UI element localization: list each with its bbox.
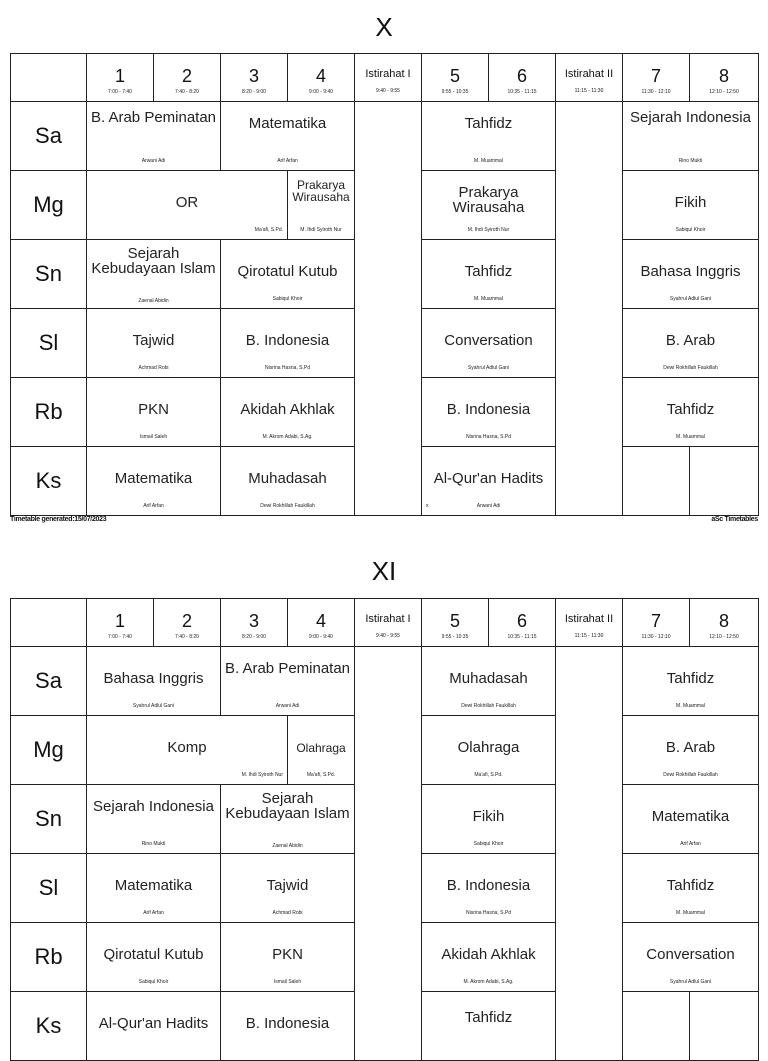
day-label: Ks bbox=[11, 992, 87, 1061]
lesson-cell[interactable]: B. Arab Dewi Rokhillah Faukillah bbox=[623, 309, 759, 378]
header-row bbox=[11, 599, 759, 647]
period-header: 8 12:10 - 12:50 bbox=[690, 54, 759, 102]
lesson-cell[interactable]: Komp M. Ihdi Syiroth Nur bbox=[87, 716, 288, 785]
period-header: 2 7:40 - 8:20 bbox=[154, 54, 221, 102]
period-header: 7 11:30 - 12:10 bbox=[623, 599, 690, 647]
lesson-cell[interactable]: B. Indonesia Nisrina Hasna, S.Pd bbox=[221, 309, 355, 378]
lesson-cell[interactable]: Fikih Sabiqul Khoir bbox=[623, 171, 759, 240]
lesson-cell[interactable]: Sejarah Kebudayaan Islam Zaenal Abidin bbox=[221, 785, 355, 854]
lesson-cell[interactable]: Matematika Arif Arfan bbox=[221, 102, 355, 171]
lesson-cell[interactable]: Muhadasah Dewi Rokhillah Faukillah bbox=[422, 647, 556, 716]
day-label: Sl bbox=[11, 854, 87, 923]
period-header: 4 9:00 - 9:40 bbox=[288, 599, 355, 647]
lesson-cell[interactable]: B. Arab Dewi Rokhillah Faukillah bbox=[623, 716, 759, 785]
lesson-cell[interactable]: Matematika Arif Arfan bbox=[87, 854, 221, 923]
lesson-cell[interactable]: Al-Qur'an Hadits x Arwani Adi bbox=[422, 447, 556, 516]
lesson-cell[interactable]: B. Indonesia bbox=[221, 992, 355, 1061]
lesson-cell[interactable]: B. Arab Peminatan Arwani Adi bbox=[221, 647, 355, 716]
period-header: 4 9:00 - 9:40 bbox=[288, 54, 355, 102]
corner-cell bbox=[11, 599, 87, 647]
class-title: X bbox=[375, 12, 393, 42]
period-header: 7 11:30 - 12:10 bbox=[623, 54, 690, 102]
lesson-cell[interactable]: Sejarah Kebudayaan Islam Zaenal Abidin bbox=[87, 240, 221, 309]
lesson-cell[interactable]: Muhadasah Dewi Rokhillah Faukillah bbox=[221, 447, 355, 516]
lesson-cell[interactable]: Tahfidz M. Muammal bbox=[623, 854, 759, 923]
period-header: 3 8:20 - 9:00 bbox=[221, 54, 288, 102]
timetable-x bbox=[0, 0, 768, 530]
period-header: 5 9:55 - 10:35 bbox=[422, 54, 489, 102]
lesson-cell[interactable]: Tajwid Achmad Robi bbox=[87, 309, 221, 378]
empty-cell bbox=[623, 447, 690, 516]
break-header: Istirahat II 11:15 - 11:30 bbox=[556, 54, 623, 102]
period-header: 8 12:10 - 12:50 bbox=[690, 599, 759, 647]
lesson-cell[interactable]: Akidah Akhlak M. Akrom Adabi, S.Ag. bbox=[221, 378, 355, 447]
lesson-cell[interactable]: B. Indonesia Nisrina Hasna, S.Pd bbox=[422, 378, 556, 447]
day-label: Mg bbox=[11, 716, 87, 785]
period-header: 2 7:40 - 8:20 bbox=[154, 599, 221, 647]
lesson-cell[interactable]: Al-Qur'an Hadits bbox=[87, 992, 221, 1061]
break-column bbox=[355, 102, 422, 516]
lesson-cell[interactable]: Qirotatul Kutub Sabiqul Khoir bbox=[87, 923, 221, 992]
lesson-cell[interactable]: Qirotatul Kutub Sabiqul Khoir bbox=[221, 240, 355, 309]
period-header: 6 10:35 - 11:15 bbox=[489, 54, 556, 102]
day-label: Sa bbox=[11, 102, 87, 171]
day-row bbox=[11, 102, 759, 171]
day-label: Sn bbox=[11, 240, 87, 309]
day-label: Sl bbox=[11, 309, 87, 378]
lesson-cell[interactable]: Bahasa Inggris Syahrul Adlul Gani bbox=[87, 647, 221, 716]
break-header: Istirahat II 11:15 - 11:30 bbox=[556, 599, 623, 647]
lesson-cell[interactable]: B. Arab Peminatan Arwani Adi bbox=[87, 102, 221, 171]
lesson-cell[interactable]: Sejarah Indonesia Rino Mukti bbox=[623, 102, 759, 171]
period-header: 1 7:00 - 7:40 bbox=[87, 599, 154, 647]
lesson-cell[interactable]: Tahfidz M. Muammal bbox=[623, 647, 759, 716]
lesson-cell[interactable]: OR Ma'afi, S.Pd. bbox=[87, 171, 288, 240]
lesson-cell[interactable]: Conversation Syahrul Adlul Gani bbox=[623, 923, 759, 992]
empty-cell bbox=[690, 992, 759, 1061]
day-label: Sn bbox=[11, 785, 87, 854]
lesson-cell[interactable]: Tahfidz M. Muammal bbox=[422, 102, 556, 171]
timetable-grid bbox=[10, 53, 759, 516]
empty-cell bbox=[690, 447, 759, 516]
period-header: 1 7:00 - 7:40 bbox=[87, 54, 154, 102]
day-label: Rb bbox=[11, 378, 87, 447]
lesson-cell[interactable]: Tahfidz M. Muammal bbox=[623, 378, 759, 447]
lesson-cell[interactable]: Tahfidz M. Muammal bbox=[422, 240, 556, 309]
corner-cell bbox=[11, 54, 87, 102]
day-label: Sa bbox=[11, 647, 87, 716]
lesson-cell[interactable]: Prakarya Wirausaha M. Ihdi Syiroth Nur bbox=[422, 171, 556, 240]
class-title: XI bbox=[371, 556, 397, 586]
lesson-cell[interactable]: Sejarah Indonesia Rino Mukti bbox=[87, 785, 221, 854]
break-column bbox=[556, 647, 623, 1061]
lesson-cell[interactable]: Matematika Arif Arfan bbox=[87, 447, 221, 516]
break-column bbox=[355, 647, 422, 1061]
footer-brand: aSc Timetables bbox=[711, 516, 758, 523]
period-header: 3 8:20 - 9:00 bbox=[221, 599, 288, 647]
break-column bbox=[556, 102, 623, 516]
period-header: 6 10:35 - 11:15 bbox=[489, 599, 556, 647]
lesson-cell[interactable]: Tahfidz bbox=[422, 992, 556, 1061]
lesson-cell[interactable]: Olahraga Ma'afi, S.Pd. bbox=[422, 716, 556, 785]
period-header: 5 9:55 - 10:35 bbox=[422, 599, 489, 647]
break-header: Istirahat I 9:40 - 9:55 bbox=[355, 54, 422, 102]
empty-cell bbox=[623, 992, 690, 1061]
lesson-cell[interactable]: Matematika Arif Arfan bbox=[623, 785, 759, 854]
lesson-cell[interactable]: Tajwid Achmad Robi bbox=[221, 854, 355, 923]
lesson-cell[interactable]: PKN Ismail Saleh bbox=[221, 923, 355, 992]
break-header: Istirahat I 9:40 - 9:55 bbox=[355, 599, 422, 647]
lesson-cell[interactable]: PKN Ismail Saleh bbox=[87, 378, 221, 447]
lesson-cell[interactable]: Fikih Sabiqul Khoir bbox=[422, 785, 556, 854]
lesson-cell[interactable]: Olahraga Ma'afi, S.Pd. bbox=[288, 716, 355, 785]
lesson-cell[interactable]: Bahasa Inggris Syahrul Adlul Gani bbox=[623, 240, 759, 309]
header-row bbox=[11, 54, 759, 102]
lesson-cell[interactable]: Akidah Akhlak M. Akrom Adabi, S.Ag. bbox=[422, 923, 556, 992]
lesson-cell[interactable]: Prakarya Wirausaha M. Ihdi Syiroth Nur bbox=[288, 171, 355, 240]
timetable-xi bbox=[0, 540, 768, 1038]
timetable-grid bbox=[10, 598, 759, 1061]
day-row bbox=[11, 647, 759, 716]
day-label: Rb bbox=[11, 923, 87, 992]
day-label: Mg bbox=[11, 171, 87, 240]
lesson-cell[interactable]: B. Indonesia Nisrina Hasna, S.Pd bbox=[422, 854, 556, 923]
footer-generated: Timetable generated:15/07/2023 bbox=[10, 516, 107, 523]
x-mark: x bbox=[426, 503, 429, 509]
day-label: Ks bbox=[11, 447, 87, 516]
lesson-cell[interactable]: Conversation Syahrul Adlul Gani bbox=[422, 309, 556, 378]
